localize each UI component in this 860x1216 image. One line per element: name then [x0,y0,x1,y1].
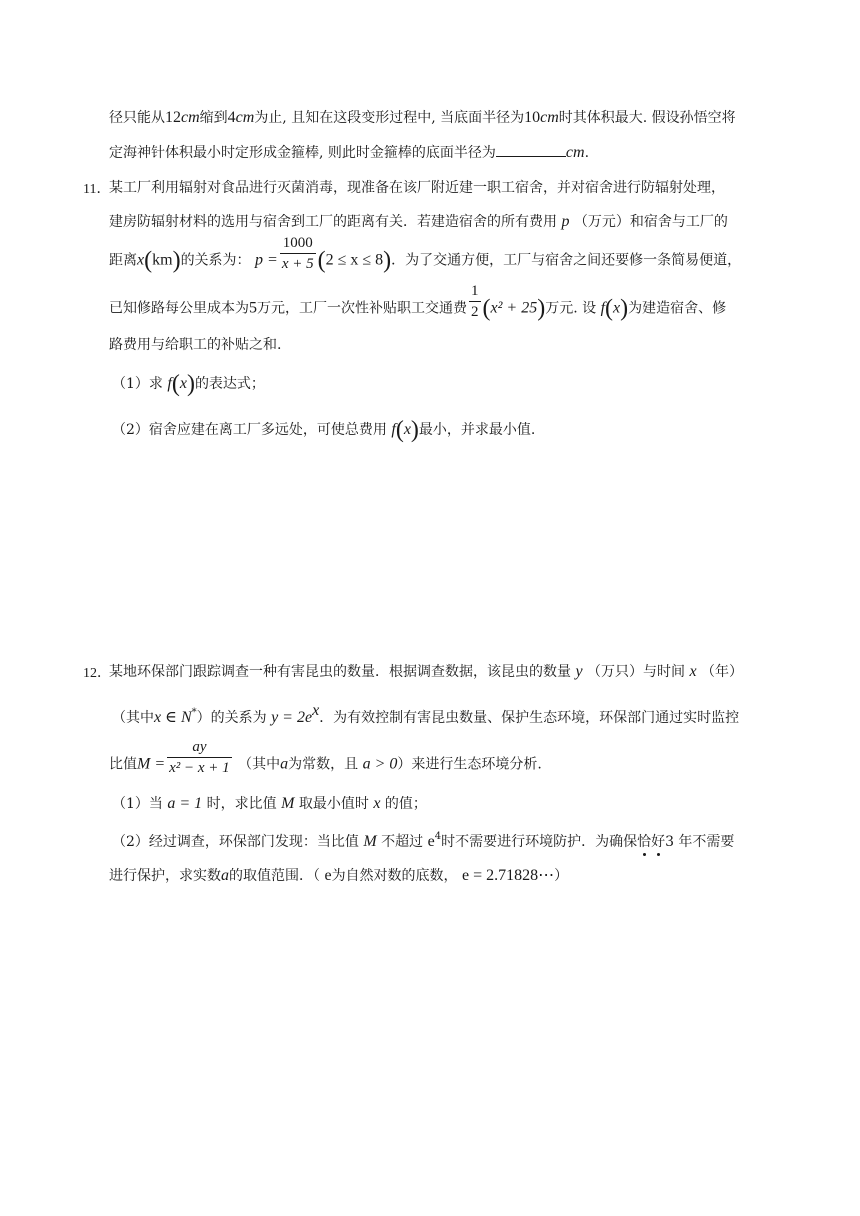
text: 为建造宿舍、修 [628,300,727,317]
text: （万只）与时间 [587,664,686,680]
q12-line-2 [112,702,740,728]
function-f: f [167,375,172,392]
denominator: 2 [471,304,479,320]
fraction [280,234,316,273]
q12-part-2 [112,832,734,852]
text: ）的关系为 [196,710,267,726]
condition: a = 1 [167,795,203,812]
variable-x: x [403,421,411,438]
text: 取最小值时 [298,796,369,812]
q10-line-2 [109,143,589,163]
text: 建房防辐射材料的选用与宿舍到工厂的距离有关．若建造宿舍的所有费用 [109,214,557,230]
denominator: x² − x + 1 [169,760,230,776]
variable-a: a [280,755,289,773]
variable-x: x [373,795,381,812]
text: 某地环保部门跟踪调查一种有害昆虫的数量．根据调查数据，该昆虫的数量 [109,664,571,680]
paren: ( [605,295,614,322]
text: （万元）和宿舍与工厂的 [573,214,728,230]
paren: ) [383,247,392,274]
q12-part-2-cont [109,866,568,886]
variable-x: x [137,251,145,269]
value: 4 [227,109,236,126]
text: （1）求 [112,376,163,392]
text: 为常数，且 [288,756,359,773]
text: 为止, 且知在这段变形过程中, 当底面半径为 [254,110,525,126]
answer-blank [496,144,566,157]
unit: cm [540,109,559,126]
text: 径只能从 [109,110,165,126]
text: ．为了交通方便，工厂与宿舍之间还要修一条简易便道， [391,252,742,269]
exponent: x [312,702,320,719]
paren: ) [410,417,419,443]
variable-x: x [613,299,621,317]
text: 某工厂利用辐射对食品进行灭菌消毒，现准备在该厂附近建一职工宿舍，并对宿舍进行防辐射处理， [109,180,725,196]
emphasis-char: 好 [651,834,666,850]
text: 已知修路每公里成本为 [109,300,249,317]
variable-x: x [179,375,187,392]
text: （其中 [112,710,154,726]
q11-part-2 [112,417,536,443]
paren: ) [537,295,546,322]
paren: ( [395,417,404,443]
constant-e: e [324,867,332,884]
q11-line-3 [109,235,742,274]
unit: cm [235,109,255,126]
text: 定海神针体积最小时定形成金箍棒, 则此时金箍棒的底面半径为 [109,145,496,161]
expression: x² + 25 [490,299,538,317]
text: 万元. 设 [545,300,597,317]
denominator: x + 5 [281,256,314,272]
text: 不超过 [381,834,424,850]
q11-line-1 [109,178,725,198]
numerator: 1000 [280,234,316,254]
emphasis-char: 恰 [637,834,652,850]
q12-line-3 [109,739,542,777]
formula-lhs: M = [137,755,166,773]
text: 缩到 [199,110,228,126]
text: （2）经过调查，环保部门发现：当比值 [112,834,359,850]
text: . [584,145,590,161]
question-number: 11． [83,182,111,197]
formula-lhs: p = [255,251,278,269]
question-number: 12． [83,666,111,681]
text: 的取值范围．（ [229,868,320,884]
function-f: f [391,421,396,438]
e-value: e = 2.71828⋯ [462,867,555,884]
text: 的值； [384,796,427,812]
q11-line-5 [109,335,281,355]
exponent: 4 [434,831,442,842]
paren: ) [620,295,629,322]
text: ．为有效控制有害昆虫数量、保护生态环境，环保部门通过实时监控 [319,710,740,726]
unit: cm [181,109,200,126]
superscript: * [191,707,197,718]
text: ） [554,868,569,884]
text: 比值 [109,756,137,773]
variable-M: M [363,833,377,850]
text: （年） [701,664,744,680]
text: 的关系为： [180,252,251,269]
condition: a > 0 [362,755,398,773]
text: 时，求比值 [206,796,277,812]
variable-a: a [221,867,229,884]
text: 为自然对数的底数， [331,868,458,884]
variable-p: p [561,213,570,230]
condition: x ∈ N [154,709,192,726]
value: 5 [249,299,257,317]
value: 12 [165,109,181,126]
function-f: f [600,299,606,317]
domain: 2 ≤ x ≤ 8 [325,251,384,269]
text: 的表达式； [194,376,265,392]
variable-M: M [281,795,295,812]
text: 进行保护，求实数 [109,868,221,884]
unit: cm [565,144,585,161]
numerator: 1 [469,282,481,302]
paren: ( [482,295,491,322]
fraction [167,738,232,777]
paren: ( [144,247,153,274]
paren: ( [171,371,180,397]
text: （2）宿舍应建在离工厂多远处，可使总费用 [112,422,387,438]
fraction [469,282,481,321]
equation: y = 2e [271,709,313,726]
text: ）来进行生态环境分析. [397,756,542,773]
paren: ( [317,247,326,274]
q12-part-1 [112,794,427,814]
text: 最小，并求最小值. [418,422,536,438]
numerator: ay [167,738,232,758]
variable-x: x [689,663,697,680]
q11-line-4 [109,283,727,322]
paren: ) [186,371,195,397]
q10-line-1 [109,108,736,128]
paren: ) [172,247,181,274]
unit: km [152,251,173,269]
text: 时其体积最大. 假设孙悟空将 [558,110,736,126]
constant-e: e [427,833,435,850]
text: （其中 [238,756,281,773]
text: 距离 [109,252,137,269]
text: 时不需要进行环境防护．为确保 [441,834,638,850]
text: 路费用与给职工的补贴之和. [109,337,282,353]
q11-part-1 [112,371,265,397]
q12-line-1 [109,662,743,682]
text: 3 年不需要 [665,834,735,850]
variable-y: y [575,663,583,680]
value: 10 [524,109,541,126]
text: 万元，工厂一次性补贴职工交通费 [257,300,467,317]
q11-line-2 [109,212,728,232]
text: （1）当 [112,796,163,812]
